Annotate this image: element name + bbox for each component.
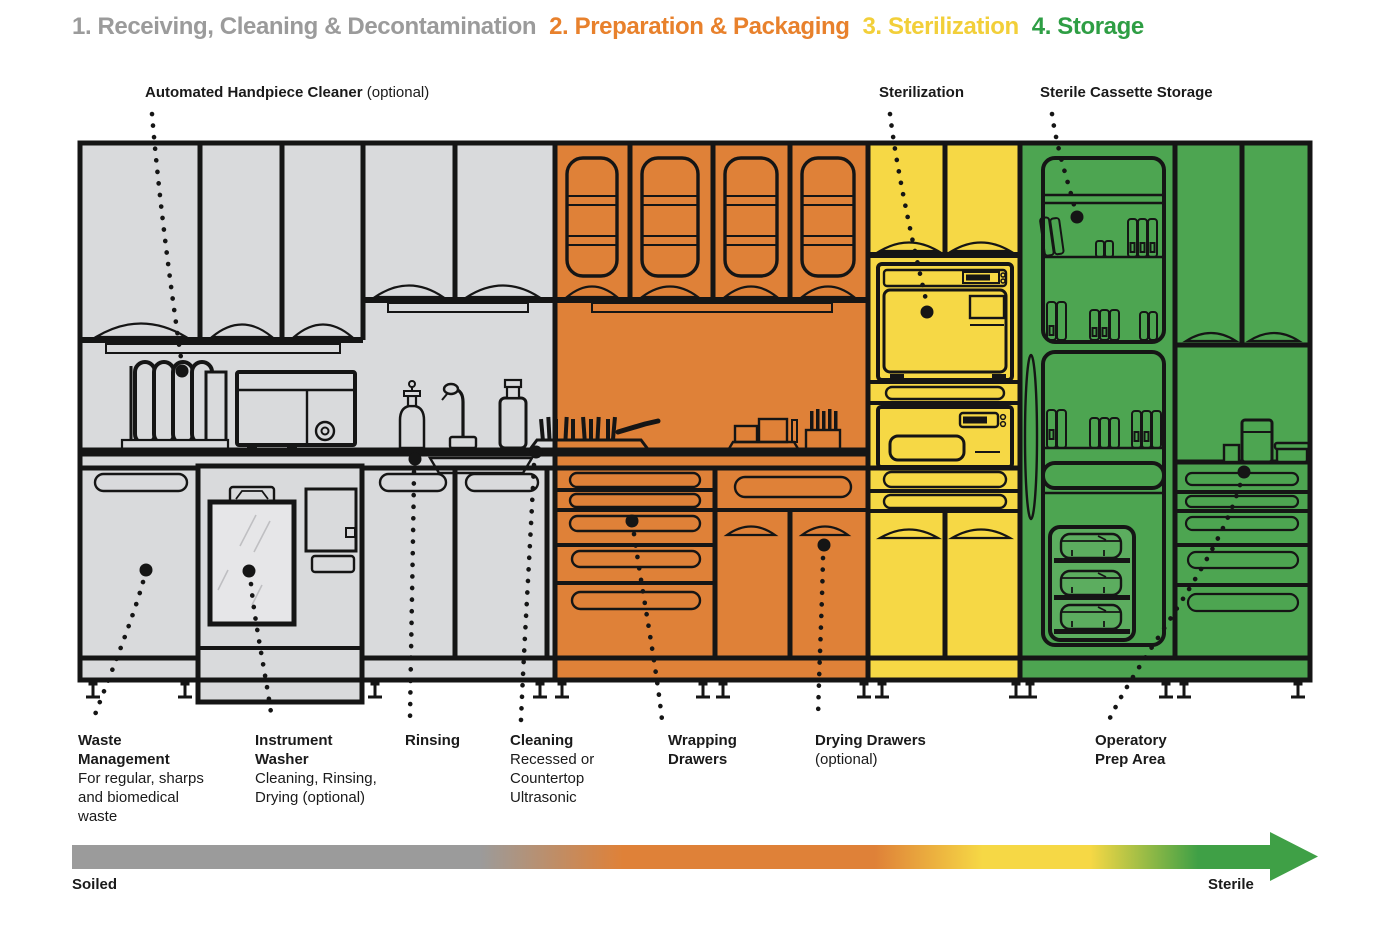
label-waste-management: Waste Management For regular, sharps and biomedical waste [78, 732, 204, 825]
soap-bottle [400, 381, 424, 448]
step-4-title: 4. Storage [1031, 13, 1144, 40]
sterilizer-secondary [878, 407, 1012, 467]
workflow-step-title-row [72, 13, 1157, 41]
soiled-to-sterile-flow-arrow [72, 832, 1318, 881]
instrument-washer-unit [198, 466, 362, 702]
step-1-title: 1. Receiving, Cleaning & Decontamination [72, 13, 537, 40]
cabinet-door-pull [1025, 355, 1037, 519]
label-operatory-prep-area: Operatory Prep Area [1095, 732, 1167, 768]
flow-label-soiled: Soiled [72, 876, 118, 893]
sterilizer-autoclave [878, 264, 1012, 380]
label-rinsing: Rinsing [405, 732, 460, 749]
step-3-title: 3. Sterilization [862, 13, 1019, 40]
label-cleaning: Cleaning Recessed or Countertop Ultrasonic [510, 732, 595, 806]
countertop-unit [237, 372, 355, 451]
label-drying-drawers: Drying Drawers (optional) [815, 732, 926, 768]
label-automated-handpiece-cleaner: Automated Handpiece Cleaner (optional) [145, 84, 430, 101]
automated-handpiece-cleaner-device [122, 362, 228, 449]
flow-label-sterile: Sterile [1208, 876, 1254, 893]
label-wrapping-drawers: Wrapping Drawers [668, 732, 737, 768]
label-instrument-washer: Instrument Washer Cleaning, Rinsing, Drying (optional) [255, 732, 377, 806]
label-sterile-cassette-storage: Sterile Cassette Storage [1040, 84, 1213, 101]
label-sterilization: Sterilization [879, 84, 965, 101]
step-2-title: 2. Preparation & Packaging [549, 13, 850, 40]
